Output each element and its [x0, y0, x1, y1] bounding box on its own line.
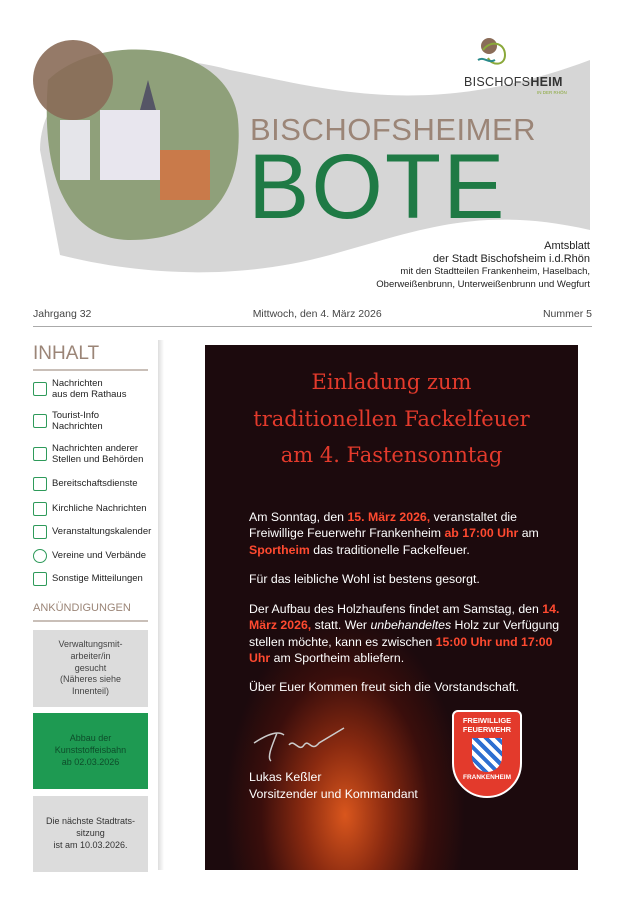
- chat-person-icon: [33, 447, 47, 461]
- announcement-ice-rink[interactable]: Abbau der Kunststoffeisbahn ab 02.03.2026: [33, 713, 148, 789]
- brown-circle-decoration: [33, 40, 113, 120]
- toc-heading: INHALT: [33, 343, 148, 371]
- poster-paragraph-closing: Über Euer Kommen freut sich die Vorstandschaft.: [249, 680, 519, 694]
- ball-icon: [33, 549, 47, 563]
- logo-subtitle: IN DER RHÖN: [537, 90, 567, 95]
- volume: Jahrgang 32: [33, 308, 92, 320]
- fire-brigade-emblem: FREIWILLIGE FEUERWEHR FRANKENHEIM: [452, 710, 522, 798]
- masthead-title-top: BISCHOFSHEIMER: [250, 112, 537, 147]
- masthead-title-main: BOTE: [248, 136, 507, 238]
- signature: [249, 723, 349, 768]
- note-icon: [33, 572, 47, 586]
- announcement-job[interactable]: Verwaltungsmit- arbeiter/in gesucht (Näheres siehe Innenteil): [33, 630, 148, 707]
- bavarian-shield-icon: [472, 738, 502, 772]
- signer-name: Lukas Keßler: [249, 770, 322, 784]
- announcement-council-meeting[interactable]: Die nächste Stadtrats- sitzung ist am 10.03.2026.: [33, 796, 148, 872]
- medical-icon: [33, 477, 47, 491]
- toc-item-misc[interactable]: Sonstige Mitteilungen: [33, 572, 143, 586]
- issue-date: Mittwoch, den 4. März 2026: [252, 308, 382, 320]
- column-divider: [158, 340, 164, 870]
- toc-item-clubs[interactable]: Vereine und Verbände: [33, 549, 146, 563]
- amtsblatt-districts-2: Oberweißenbrunn, Unterweißenbrunn und Wegfurt: [376, 279, 590, 290]
- calendar-icon: [33, 525, 47, 539]
- toc-item-church[interactable]: Kirchliche Nachrichten: [33, 502, 147, 516]
- suitcase-icon: [33, 414, 47, 428]
- issue-info-bar: [33, 308, 592, 327]
- amtsblatt-label: Amtsblatt: [544, 240, 590, 252]
- toc-item-tourist-info[interactable]: Tourist-Info Nachrichten: [33, 410, 103, 433]
- toc-item-emergency-services[interactable]: Bereitschaftsdienste: [33, 477, 138, 491]
- event-poster: [205, 345, 578, 870]
- document-icon: [33, 382, 47, 396]
- toc-item-other-agencies[interactable]: Nachrichten anderer Stellen und Behörden: [33, 443, 143, 466]
- church-icon: [33, 502, 47, 516]
- poster-paragraph-catering: Für das leibliche Wohl ist bestens gesorgt.: [249, 572, 480, 586]
- poster-title-line: traditionellen Fackelfeuer: [253, 407, 530, 431]
- signer-role: Vorsitzender und Kommandant: [249, 787, 418, 801]
- logo-wordmark: BISCHOFSHEIM: [464, 75, 563, 89]
- toc-item-rathaus[interactable]: Nachrichten aus dem Rathaus: [33, 378, 126, 401]
- announcements-heading: ANKÜNDIGUNGEN: [33, 602, 148, 622]
- poster-title-line: Einladung zum: [311, 370, 472, 394]
- poster-paragraph-event: Am Sonntag, den 15. März 2026, veranstaltet die Freiwillige Feuerwehr Frankenheim ab 17:00 Uhr am Sportheim das traditionelle Fackelfeuer.: [249, 510, 539, 557]
- issue-number: Nummer 5: [542, 308, 592, 320]
- poster-paragraph-setup: Der Aufbau des Holzhaufens findet am Samstag, den 14. März 2026, statt. Wer unbehandeltes Holz zur Verfügung stellen möchte, kann es zwischen 15:00 Uhr und 17:00 Uhr am Sportheim abliefern.: [249, 602, 560, 666]
- amtsblatt-city: der Stadt Bischofsheim i.d.Rhön: [432, 253, 590, 265]
- amtsblatt-districts-1: mit den Stadtteilen Frankenheim, Haselbach,: [400, 266, 590, 277]
- poster-title-line: am 4. Fastensonntag: [280, 443, 503, 467]
- toc-item-events[interactable]: Veranstaltungskalender: [33, 525, 151, 539]
